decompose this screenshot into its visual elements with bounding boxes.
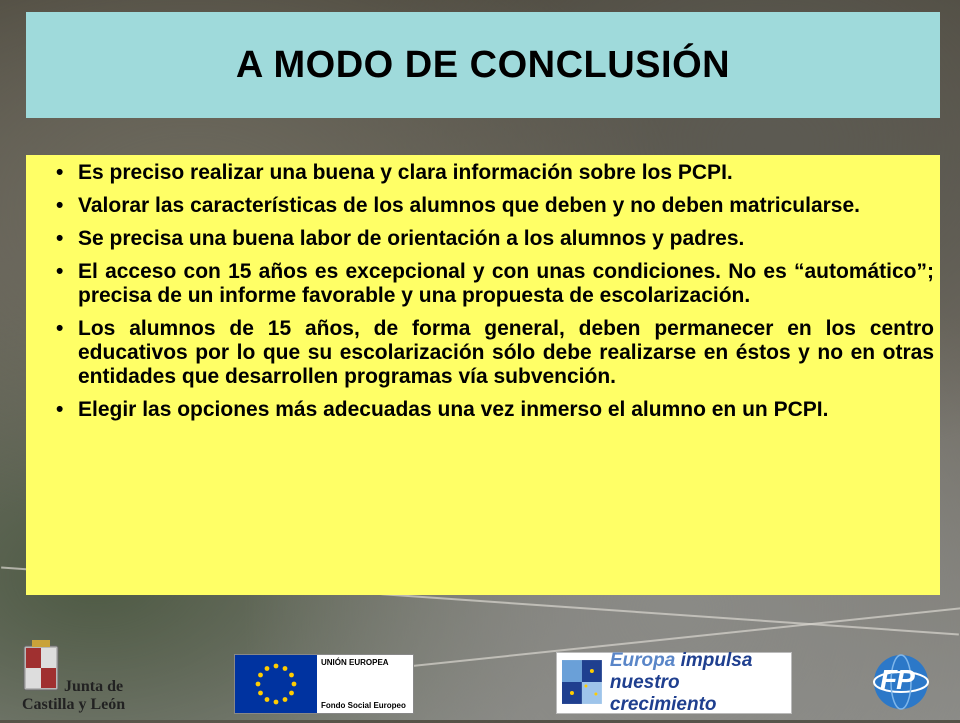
jcyl-line2: Castilla y León (22, 696, 126, 713)
bullet-text: Valorar las características de los alumnos que deben y no deben matricularse. (78, 194, 860, 217)
fp-label: FP (880, 664, 914, 695)
bullet-marker: • (56, 161, 64, 184)
jcyl-line1: Junta de (64, 678, 124, 695)
union-europea-logo (234, 654, 414, 714)
content-panel (26, 155, 940, 595)
europa-impulsa-logo (556, 652, 792, 714)
bullet-list (56, 161, 934, 422)
jcyl-logo (22, 638, 152, 718)
bullet-text: Elegir las opciones más adecuadas una vez inmerso el alumno en un PCPI. (78, 398, 829, 421)
bullet-marker: • (56, 317, 64, 340)
bullet-item (56, 227, 934, 251)
title-banner (26, 12, 940, 118)
slide-title: A MODO DE CONCLUSIÓN (235, 43, 731, 86)
bullet-item (56, 161, 934, 185)
ue-subtitle: Fondo Social Europeo (321, 701, 406, 710)
europa-word1: Europa (609, 650, 676, 671)
bullet-item (56, 317, 934, 389)
bullet-item (56, 398, 934, 422)
bullet-text: Se precisa una buena labor de orientación a los alumnos y padres. (78, 227, 745, 250)
bullet-text: El acceso con 15 años es excepcional y con unas condiciones. No es “automático”; precisa de un informe favorable y una propuesta de escolarización. (78, 260, 934, 307)
bullet-marker: • (56, 260, 64, 283)
europa-puzzle-icon (560, 656, 604, 710)
bullet-item (56, 194, 934, 218)
bullet-text: Los alumnos de 15 años, de forma general, deben permanecer en los centro educativos por lo que su escolarización sólo debe realizarse en éstos y no en otras entidades que desarrollen programas vía subvención. (78, 317, 934, 388)
bullet-marker: • (56, 227, 64, 250)
bullet-item (56, 260, 934, 308)
europa-line2: nuestro crecimiento (609, 672, 717, 715)
bullet-marker: • (56, 398, 64, 421)
bullet-text: Es preciso realizar una buena y clara información sobre los PCPI. (78, 161, 733, 184)
bullet-marker: • (56, 194, 64, 217)
eu-flag-icon (235, 655, 317, 713)
europa-word2: impulsa (680, 650, 753, 671)
fp-logo (866, 652, 936, 714)
ue-title: UNIÓN EUROPEA (321, 658, 389, 667)
